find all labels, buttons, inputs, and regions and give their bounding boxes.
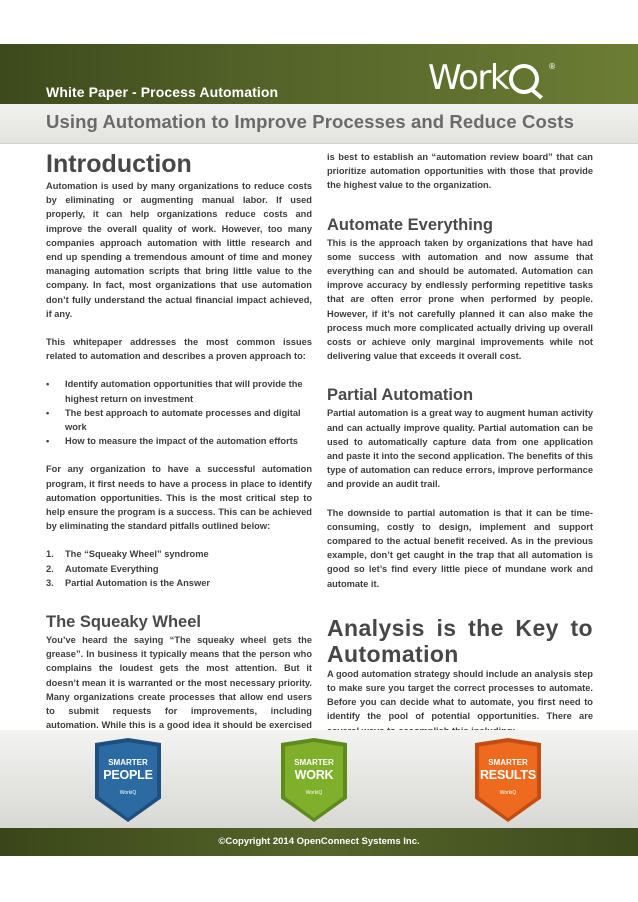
- logo-q-icon: [509, 64, 539, 94]
- pitfalls-list: [46, 547, 312, 590]
- squeaky-wheel-heading: The Squeaky Wheel: [46, 613, 201, 632]
- badge-logo: WorkiQ: [119, 790, 137, 796]
- analysis-heading: Analysis is the Key to Automation: [327, 614, 593, 667]
- left-column: [46, 150, 312, 761]
- registered-mark-icon: ®: [548, 62, 557, 71]
- list-item: 2. Automate Everything: [46, 563, 159, 574]
- copyright-text: ©Copyright 2014 OpenConnect Systems Inc.: [218, 836, 420, 847]
- badge-logo: WorkiQ: [305, 790, 323, 796]
- partial-automation-paragraph-1: Partial automation is a great way to augment human activity and can actually improve quality. Partial automation can be used to automatically capture data from one application and paste it into the second application. The benefits of this type of automation can reduce errors, improve performance and provide an audit trail.: [327, 408, 593, 490]
- smarter-people-badge: SMARTER PEOPLE WorkiQ: [95, 738, 161, 822]
- list-item: 1. The “Squeaky Wheel” syndrome: [46, 549, 209, 560]
- analysis-paragraph: A good automation strategy should include an analysis step to make sure you target the correct processes to automate. Before you can decide what to automate, you first need to identify the pool of potential opportunities. There are: [327, 668, 593, 722]
- logo-wordmark: Work: [428, 58, 509, 98]
- partial-automation-paragraph-2: The downside to partial automation is that it can be time-consuming, costly to design, implement and support compared to the actual benefit received. As in the previous example, don’t get caught in the trap that all automation is good so let’s find every little piece of mundane work and automate it.: [327, 507, 593, 589]
- partial-automation-heading: Partial Automation: [327, 386, 474, 405]
- intro-heading: Introduction: [46, 150, 192, 178]
- list-item: • Identify automation opportunities that will provide the highest return on investment: [46, 377, 312, 405]
- bullet-icon: •: [46, 436, 50, 447]
- smarter-work-badge: SMARTER WORK WorkiQ: [281, 738, 347, 822]
- bullet-icon: •: [46, 407, 50, 418]
- list-item: • How to measure the impact of the automation efforts: [46, 434, 312, 448]
- continued-paragraph: is best to establish an “automation review board” that can prioritize automation opportunities with those that provide the highest value to the organization.: [327, 152, 593, 191]
- document-type-label: White Paper - Process Automation: [46, 84, 279, 100]
- automate-everything-paragraph: This is the approach taken by organizations that have had some success with automation and now assume that everything can and should be automated. Automation can improve accuracy by endlessly performing repetitive tasks that are often error prone when performed by people. However, if it’s not carefully planned it can also make the process much more complicated actually driving up overall costs or achieve only marginal improvements while not delivering value that exceeds it overall cost.: [327, 237, 593, 362]
- badge-logo: WorkiQ: [499, 790, 517, 796]
- list-item: • The best approach to automate processes and digital work: [46, 406, 312, 434]
- right-column: [327, 150, 593, 738]
- document-title: Using Automation to Improve Processes and Reduce Costs: [46, 111, 574, 132]
- intro-paragraph-1: Automation is used by many organizations to reduce costs by eliminating or augmenting manual labor. If used properly, it can help organizations reduce costs and improve the overall quality of work. However, too many companies approach automation with little research and end up spending a tremendous amount of time and money managing automation scripts that bring little value to the company. In fact, most organizations that use automation don’t fully understand the actual financial impact achieved, if any.: [46, 181, 312, 319]
- smarter-results-badge: SMARTER RESULTS WorkiQ: [475, 738, 541, 822]
- squeaky-wheel-paragraph: You’ve heard the saying “The squeaky wheel gets the grease”. In business it typically means that the person who complains the loudest gets the most attention. But it doesn’t mean it is warranted or the most necessary priority. Many organizations create processes that allow end users to submit requests for improvements, including automation. While this is a good idea it should be exercised: [46, 635, 312, 731]
- bullet-icon: •: [46, 379, 50, 390]
- automate-everything-heading: Automate Everything: [327, 215, 493, 234]
- intro-paragraph-3: For any organization to have a successful automation program, it first needs to have a process in place to identify automation opportunities. This is the most critical step to help ensure the program is a success. This can be achieved by eliminating the standard pitfalls outlined below:: [46, 464, 312, 532]
- approach-list: [46, 377, 312, 448]
- list-item: 3. Partial Automation is the Answer: [46, 577, 210, 588]
- intro-paragraph-2: This whitepaper addresses the most common issues related to automation and describes a proven approach to:: [46, 337, 312, 362]
- workiq-logo: [428, 56, 556, 100]
